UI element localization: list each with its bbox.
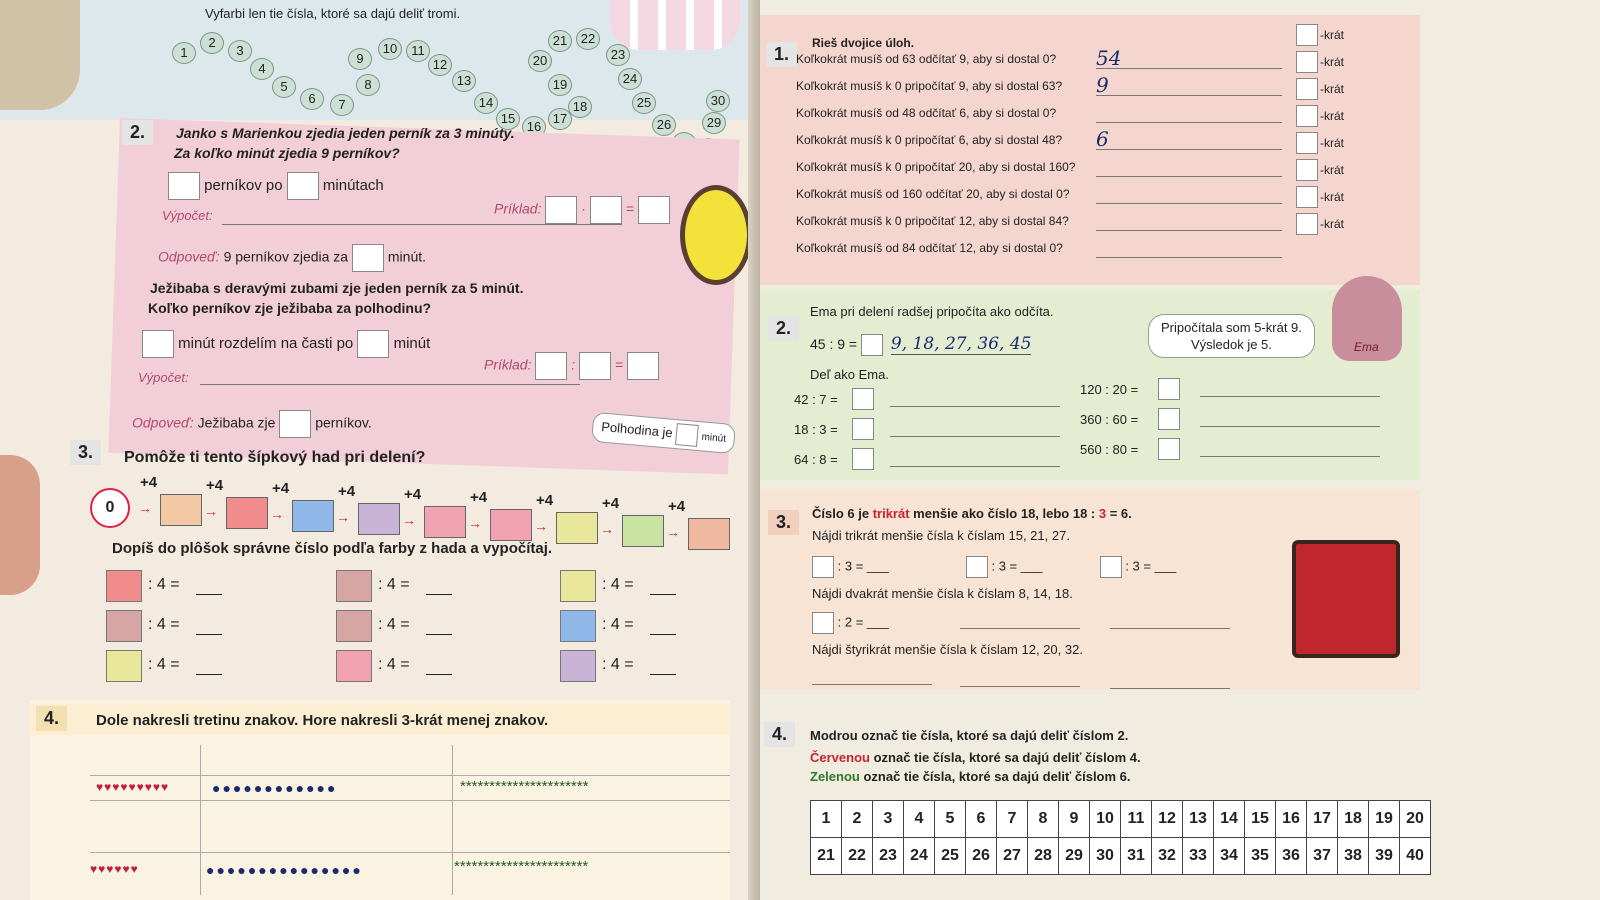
number-path-item[interactable]: 1 bbox=[172, 42, 196, 64]
ex3r-title: Číslo 6 je trikrát menšie ako číslo 18, lebo 18 : 3 = 6. bbox=[812, 506, 1132, 521]
ema-bubble bbox=[1148, 314, 1315, 358]
ex2-odpoved2 bbox=[132, 410, 372, 438]
krat-label: -krát bbox=[1320, 217, 1344, 231]
odpoved-end: minút. bbox=[387, 248, 427, 265]
answer-box[interactable] bbox=[861, 334, 883, 356]
arrow-icon: → bbox=[138, 500, 152, 516]
ex1-question: Koľkokrát musíš k 0 pripočítať 6, aby si dostal 48? bbox=[796, 133, 1063, 147]
number-path-item[interactable]: 8 bbox=[356, 74, 380, 96]
grid-cell[interactable]: 2 bbox=[842, 801, 873, 838]
answer-line[interactable] bbox=[650, 634, 676, 635]
equation-right: 560 : 80 = bbox=[1080, 442, 1139, 457]
number-path-item[interactable]: 30 bbox=[706, 90, 730, 112]
answer-line[interactable] bbox=[1096, 257, 1282, 258]
odpoved-label: Odpoveď: bbox=[158, 248, 220, 265]
bubble-line2: Výsledok je 5. bbox=[1190, 337, 1272, 352]
color-square[interactable] bbox=[106, 610, 142, 642]
ex3r-line2: Nájdi dvakrát menšie čísla k číslam 8, 14, 18. bbox=[812, 586, 1073, 601]
color-square[interactable] bbox=[336, 650, 372, 682]
grid-cell[interactable]: 8 bbox=[1028, 801, 1059, 838]
answer-box[interactable] bbox=[1296, 186, 1318, 208]
hint-end: minút bbox=[701, 431, 727, 445]
vypocet-label: Výpočet: bbox=[162, 208, 213, 223]
answer-box[interactable] bbox=[812, 612, 834, 634]
division-text: : 4 = bbox=[378, 616, 410, 633]
answer-box[interactable] bbox=[168, 172, 200, 200]
answer-line[interactable] bbox=[650, 594, 676, 595]
step-label: +4 bbox=[668, 498, 686, 515]
answer-box[interactable] bbox=[638, 196, 670, 224]
division-text: : 4 = bbox=[378, 576, 410, 593]
first-answer: 9, 18, 27, 36, 45 bbox=[890, 334, 1032, 354]
ex1-answer: 6 bbox=[1096, 127, 1109, 151]
start-circle: 0 bbox=[90, 488, 130, 528]
top-instruction: Vyfarbi len tie čísla, ktoré sa dajú deliť tromi. bbox=[205, 6, 461, 21]
answer-line[interactable] bbox=[1110, 628, 1230, 629]
exercise-4-number: 4. bbox=[36, 706, 67, 731]
equation-left: 64 : 8 = bbox=[794, 452, 838, 467]
ex4-row1-dots: ●●●●●●●●●●●● bbox=[212, 780, 338, 796]
arrow-icon: → bbox=[468, 515, 482, 531]
krat-label: -krát bbox=[1320, 82, 1344, 96]
answer-box[interactable] bbox=[352, 244, 384, 272]
answer-line[interactable] bbox=[196, 674, 222, 675]
number-path-item[interactable]: 5 bbox=[272, 76, 296, 98]
answer-box[interactable] bbox=[287, 172, 319, 200]
right-page bbox=[760, 0, 1600, 900]
krat-label: -krát bbox=[1320, 28, 1344, 42]
ex2-priklad-a bbox=[494, 196, 670, 224]
division-text: : 4 = bbox=[602, 576, 634, 593]
odpoved-text: 9 perníkov zjedia za bbox=[223, 248, 349, 265]
exercise-2-number: 2. bbox=[122, 120, 153, 145]
grid-cell[interactable]: 5 bbox=[935, 801, 966, 838]
answer-line[interactable] bbox=[1200, 456, 1380, 457]
exercise-1-number: 1. bbox=[766, 42, 797, 67]
ex1-question: Koľkokrát musíš od 63 odčítať 9, aby si dostal 0? bbox=[796, 52, 1057, 66]
ex2-row-a2: minútach bbox=[322, 176, 384, 194]
odpoved2-end: perníkov. bbox=[315, 414, 372, 431]
ex4r-line2: Červenou označ tie čísla, ktoré sa dajú deliť číslom 4. bbox=[810, 750, 1141, 765]
step-label: +4 bbox=[404, 486, 422, 503]
grid-cell[interactable]: 12 bbox=[1152, 801, 1183, 838]
ex4-row1-stars: ********************** bbox=[460, 778, 589, 795]
grid-cell[interactable]: 40 bbox=[1400, 838, 1431, 875]
number-path-item[interactable]: 11 bbox=[406, 40, 430, 62]
number-path-item[interactable]: 21 bbox=[548, 30, 572, 52]
answer-line[interactable] bbox=[890, 406, 1060, 407]
snake-square bbox=[424, 506, 466, 538]
grid-cell[interactable]: 6 bbox=[966, 801, 997, 838]
ex4-divider bbox=[90, 800, 730, 801]
color-square[interactable] bbox=[560, 650, 596, 682]
grid-cell[interactable]: 14 bbox=[1214, 801, 1245, 838]
answer-line[interactable] bbox=[1096, 95, 1282, 96]
grid-cell[interactable]: 24 bbox=[904, 838, 935, 875]
ex2-row-b bbox=[142, 330, 430, 358]
answer-box[interactable] bbox=[852, 418, 874, 440]
step-label: +4 bbox=[602, 495, 620, 512]
grid-cell[interactable]: 36 bbox=[1276, 838, 1307, 875]
grid-cell[interactable]: 32 bbox=[1152, 838, 1183, 875]
grid-cell[interactable]: 29 bbox=[1059, 838, 1090, 875]
answer-line[interactable] bbox=[812, 684, 932, 685]
krat-label: -krát bbox=[1320, 109, 1344, 123]
priklad-label: Príklad: bbox=[484, 356, 532, 373]
answer-box[interactable] bbox=[1296, 51, 1318, 73]
color-square[interactable] bbox=[336, 570, 372, 602]
answer-line[interactable] bbox=[1096, 149, 1282, 150]
ex1-question: Koľkokrát musíš od 84 odčítať 12, aby si dostal 0? bbox=[796, 241, 1063, 255]
ex4-row2-hearts: ♥♥♥♥♥♥ bbox=[90, 862, 139, 876]
snake-square bbox=[292, 500, 334, 532]
finger bbox=[0, 455, 40, 595]
color-square[interactable] bbox=[106, 570, 142, 602]
ex1-title: Rieš dvojice úloh. bbox=[812, 36, 915, 50]
answer-box[interactable] bbox=[1158, 438, 1180, 460]
number-path-item[interactable]: 9 bbox=[348, 48, 372, 70]
step-label: +4 bbox=[470, 489, 488, 506]
odpoved2-text: Ježibaba zje bbox=[197, 414, 276, 431]
ex2r-first bbox=[810, 334, 1031, 356]
number-path-item[interactable]: 29 bbox=[702, 112, 726, 134]
number-path-item[interactable]: 13 bbox=[452, 70, 476, 92]
snake-square bbox=[490, 509, 532, 541]
answer-box[interactable] bbox=[535, 352, 567, 380]
eq-sign: = bbox=[625, 200, 634, 217]
ex2-row-a bbox=[168, 172, 384, 200]
ema-label: Ema bbox=[1354, 340, 1379, 354]
arrow-icon: → bbox=[666, 524, 680, 540]
division-text: : 4 = bbox=[378, 656, 410, 673]
answer-box[interactable] bbox=[279, 410, 311, 438]
vypocet-label: Výpočet: bbox=[138, 370, 189, 385]
odpoved-label: Odpoveď: bbox=[132, 414, 194, 431]
number-path-item[interactable]: 12 bbox=[428, 54, 452, 76]
ex4-row2-blank[interactable] bbox=[90, 830, 730, 853]
grid-cell[interactable]: 10 bbox=[1090, 801, 1121, 838]
answer-box[interactable] bbox=[812, 556, 834, 578]
grid-cell[interactable]: 27 bbox=[997, 838, 1028, 875]
color-square[interactable] bbox=[560, 570, 596, 602]
answer-box[interactable] bbox=[852, 388, 874, 410]
arrow-icon: → bbox=[336, 509, 350, 525]
grid-cell[interactable]: 13 bbox=[1183, 801, 1214, 838]
grid-cell[interactable]: 21 bbox=[811, 838, 842, 875]
arrow-icon: → bbox=[600, 521, 614, 537]
dot-sign: · bbox=[581, 200, 586, 217]
equation-right: 360 : 60 = bbox=[1080, 412, 1139, 427]
ex1-answer: 9 bbox=[1096, 73, 1109, 97]
answer-line[interactable] bbox=[1096, 176, 1282, 177]
step-label: +4 bbox=[536, 492, 554, 509]
vypocet-line[interactable] bbox=[200, 384, 580, 385]
exercise-2-number: 2. bbox=[768, 316, 799, 341]
color-square[interactable] bbox=[336, 610, 372, 642]
number-path-item[interactable]: 4 bbox=[250, 58, 274, 80]
grid-cell[interactable]: 26 bbox=[966, 838, 997, 875]
answer-line[interactable] bbox=[1096, 203, 1282, 204]
answer-line[interactable] bbox=[196, 594, 222, 595]
step-label: +4 bbox=[140, 474, 158, 491]
ex2-row-b1: minút rozdelím na časti po bbox=[178, 334, 354, 352]
number-path-item[interactable]: 24 bbox=[618, 68, 642, 90]
answer-box[interactable] bbox=[1100, 556, 1122, 578]
girl-illustration bbox=[0, 0, 80, 110]
answer-line[interactable] bbox=[426, 594, 452, 595]
number-path-item[interactable]: 23 bbox=[606, 44, 630, 66]
number-path-item[interactable]: 3 bbox=[228, 40, 252, 62]
answer-line[interactable] bbox=[1200, 396, 1380, 397]
answer-box[interactable] bbox=[1296, 24, 1318, 46]
ex4-col-line bbox=[200, 745, 201, 895]
grid-cell[interactable]: 3 bbox=[873, 801, 904, 838]
ex4r-line1: Modrou označ tie čísla, ktoré sa dajú deliť číslom 2. bbox=[810, 728, 1129, 743]
answer-line[interactable] bbox=[1096, 230, 1282, 231]
grid-cell[interactable]: 11 bbox=[1121, 801, 1152, 838]
vypocet-line[interactable] bbox=[222, 224, 622, 225]
bubble-line1: Pripočítala som 5-krát 9. bbox=[1161, 320, 1302, 335]
answer-box[interactable] bbox=[357, 330, 389, 358]
division-text: : 4 = bbox=[148, 576, 180, 593]
grid-cell[interactable]: 31 bbox=[1121, 838, 1152, 875]
ex1-question: Koľkokrát musíš k 0 pripočítať 20, aby si dostal 160? bbox=[796, 160, 1076, 174]
exercise-3-number: 3. bbox=[70, 440, 101, 465]
krat-label: -krát bbox=[1320, 55, 1344, 69]
ex4-row1-blank[interactable] bbox=[90, 745, 730, 776]
answer-box[interactable] bbox=[966, 556, 988, 578]
color-square[interactable] bbox=[106, 650, 142, 682]
answer-line[interactable] bbox=[1096, 122, 1282, 123]
ex3r-line3: Nájdi štyrikrát menšie čísla k číslam 12, 20, 32. bbox=[812, 642, 1083, 657]
number-path-item[interactable]: 7 bbox=[330, 94, 354, 116]
ex4-col-line bbox=[452, 745, 453, 895]
krat-label: -krát bbox=[1320, 136, 1344, 150]
grid-cell[interactable]: 9 bbox=[1059, 801, 1090, 838]
number-path-item[interactable]: 6 bbox=[300, 88, 324, 110]
answer-box[interactable] bbox=[1296, 78, 1318, 100]
number-path-item[interactable]: 14 bbox=[474, 92, 498, 114]
robot-machine-illustration bbox=[1292, 540, 1400, 658]
division-text: : 4 = bbox=[148, 616, 180, 633]
eq-sign: = bbox=[614, 356, 624, 373]
snake-square bbox=[226, 497, 268, 529]
snake-square bbox=[622, 515, 664, 547]
ex3r-line1: Nájdi trikrát menšie čísla k číslam 15, 21, 27. bbox=[812, 528, 1070, 543]
number-path-item[interactable]: 17 bbox=[548, 108, 572, 130]
answer-line[interactable] bbox=[1096, 68, 1282, 69]
answer-line[interactable] bbox=[426, 674, 452, 675]
first-eq: 45 : 9 = bbox=[810, 336, 858, 352]
equation-right: 120 : 20 = bbox=[1080, 382, 1139, 397]
grid-cell[interactable]: 4 bbox=[904, 801, 935, 838]
grid-cell[interactable]: 37 bbox=[1307, 838, 1338, 875]
hint-text: Polhodina je bbox=[600, 419, 674, 441]
grid-cell[interactable]: 38 bbox=[1338, 838, 1369, 875]
ex1-question: Koľkokrát musíš od 160 odčítať 20, aby si dostal 0? bbox=[796, 187, 1070, 201]
number-path-item[interactable]: 15 bbox=[496, 108, 520, 130]
answer-box[interactable] bbox=[1158, 378, 1180, 400]
left-page bbox=[0, 0, 780, 900]
arrow-icon: → bbox=[402, 512, 416, 528]
krat-label: -krát bbox=[1320, 190, 1344, 204]
grid-cell[interactable]: 15 bbox=[1245, 801, 1276, 838]
answer-line[interactable] bbox=[650, 674, 676, 675]
number-path-item[interactable]: 18 bbox=[568, 96, 592, 118]
grid-cell[interactable]: 35 bbox=[1245, 838, 1276, 875]
answer-line[interactable] bbox=[1200, 426, 1380, 427]
step-label: +4 bbox=[272, 480, 290, 497]
number-path-item[interactable]: 26 bbox=[652, 114, 676, 136]
ex2-row-a1: perníkov po bbox=[204, 176, 283, 194]
ex3r-div3-row: : 3 = ___ : 3 = ___ : 3 = ___ bbox=[812, 556, 1176, 578]
grid-row bbox=[811, 801, 1431, 838]
answer-box[interactable] bbox=[852, 448, 874, 470]
ex4-row2-dots: ●●●●●●●●●●●●●●● bbox=[206, 862, 363, 878]
answer-line[interactable] bbox=[196, 634, 222, 635]
answer-line[interactable] bbox=[426, 634, 452, 635]
grid-row bbox=[811, 838, 1431, 875]
division-text: : 4 = bbox=[148, 656, 180, 673]
answer-line[interactable] bbox=[890, 466, 1060, 467]
answer-line[interactable] bbox=[1110, 688, 1230, 689]
grid-cell[interactable]: 20 bbox=[1400, 801, 1431, 838]
ex1-question: Koľkokrát musíš od 48 odčítať 6, aby si dostal 0? bbox=[796, 106, 1057, 120]
answer-box[interactable] bbox=[1158, 408, 1180, 430]
step-label: +4 bbox=[338, 483, 356, 500]
ex1-answer: 54 bbox=[1096, 46, 1122, 70]
ex1-question: Koľkokrát musíš k 0 pripočítať 12, aby si dostal 84? bbox=[796, 214, 1069, 228]
ex4-row1-hearts: ♥♥♥♥♥♥♥♥♥ bbox=[96, 780, 170, 794]
answer-box[interactable] bbox=[1296, 213, 1318, 235]
ex4-title: Dole nakresli tretinu znakov. Hore nakresli 3-krát menej znakov. bbox=[96, 712, 549, 729]
clock-icon bbox=[680, 185, 752, 285]
ex1-question: Koľkokrát musíš k 0 pripočítať 9, aby si dostal 63? bbox=[796, 79, 1063, 93]
number-path-item[interactable]: 22 bbox=[576, 28, 600, 50]
candy-stripe bbox=[610, 0, 740, 50]
answer-box[interactable] bbox=[1296, 105, 1318, 127]
ex2-text4: Koľko perníkov zje ježibaba za polhodinu? bbox=[148, 300, 432, 316]
answer-box[interactable] bbox=[579, 352, 611, 380]
answer-line[interactable] bbox=[960, 628, 1080, 629]
answer-line[interactable] bbox=[890, 436, 1060, 437]
ex3r-div2-row: : 2 = ___ bbox=[812, 612, 889, 634]
answer-box[interactable] bbox=[1296, 132, 1318, 154]
ex4r-line3: Zelenou označ tie čísla, ktoré sa dajú deliť číslom 6. bbox=[810, 769, 1131, 784]
ex2-text2: Za koľko minút zjedia 9 perníkov? bbox=[174, 145, 400, 161]
grid-cell[interactable]: 1 bbox=[811, 801, 842, 838]
grid-cell[interactable]: 7 bbox=[997, 801, 1028, 838]
exercise-4-number: 4. bbox=[764, 722, 795, 747]
ex3-title: Pomôže ti tento šípkový had pri delení? bbox=[124, 449, 426, 466]
answer-box[interactable] bbox=[627, 352, 659, 380]
division-text: : 4 = bbox=[602, 616, 634, 633]
grid-cell[interactable]: 22 bbox=[842, 838, 873, 875]
grid-cell[interactable]: 28 bbox=[1028, 838, 1059, 875]
answer-box[interactable] bbox=[590, 196, 622, 224]
priklad-label: Príklad: bbox=[494, 200, 542, 217]
equation-left: 18 : 3 = bbox=[794, 422, 838, 437]
exercise-3-number: 3. bbox=[768, 510, 799, 535]
ex2-text3: Ježibaba s deravými zubami zje jeden perník za 5 minút. bbox=[150, 280, 524, 296]
grid-cell[interactable]: 23 bbox=[873, 838, 904, 875]
number-path-item[interactable]: 10 bbox=[378, 38, 402, 60]
grid-cell[interactable]: 33 bbox=[1183, 838, 1214, 875]
snake-square bbox=[358, 503, 400, 535]
krat-label: -krát bbox=[1320, 163, 1344, 177]
arrow-icon: → bbox=[204, 503, 218, 519]
ex2r-title: Ema pri delení radšej pripočíta ako odčíta. bbox=[810, 304, 1054, 319]
ex3-instruction: Dopíš do plôšok správne číslo podľa farby z hada a vypočítaj. bbox=[112, 540, 553, 557]
grid-cell[interactable]: 17 bbox=[1307, 801, 1338, 838]
grid-cell[interactable]: 16 bbox=[1276, 801, 1307, 838]
arrow-icon: → bbox=[270, 506, 284, 522]
step-label: +4 bbox=[206, 477, 224, 494]
answer-line[interactable] bbox=[960, 686, 1080, 687]
grid-cell[interactable]: 39 bbox=[1369, 838, 1400, 875]
grid-cell[interactable]: 25 bbox=[935, 838, 966, 875]
number-path-item[interactable]: 25 bbox=[632, 92, 656, 114]
color-square[interactable] bbox=[560, 610, 596, 642]
grid-cell[interactable]: 30 bbox=[1090, 838, 1121, 875]
snake-square bbox=[688, 518, 730, 550]
equation-left: 42 : 7 = bbox=[794, 392, 838, 407]
answer-box[interactable] bbox=[675, 423, 699, 447]
ex2-text1: Janko s Marienkou zjedia jeden perník za 3 minúty. bbox=[176, 125, 515, 141]
division-text: : 4 = bbox=[602, 656, 634, 673]
number-path-item[interactable]: 2 bbox=[200, 32, 224, 54]
number-path-item[interactable]: 20 bbox=[528, 50, 552, 72]
snake-square bbox=[556, 512, 598, 544]
ex2-row-b2: minút bbox=[393, 334, 431, 352]
snake-square bbox=[160, 494, 202, 526]
ex2r-instruction: Deľ ako Ema. bbox=[810, 367, 889, 382]
colon-sign: : bbox=[571, 356, 576, 373]
grid-cell[interactable]: 18 bbox=[1338, 801, 1369, 838]
ex2-odpoved bbox=[158, 244, 426, 272]
grid-cell[interactable]: 19 bbox=[1369, 801, 1400, 838]
number-grid bbox=[810, 800, 1431, 875]
number-path-item[interactable]: 16 bbox=[522, 116, 546, 138]
answer-box[interactable] bbox=[545, 196, 577, 224]
answer-box[interactable] bbox=[142, 330, 174, 358]
answer-box[interactable] bbox=[1296, 159, 1318, 181]
arrow-icon: → bbox=[534, 518, 548, 534]
ex2-priklad-b bbox=[484, 352, 659, 380]
number-path-item[interactable]: 19 bbox=[548, 74, 572, 96]
grid-cell[interactable]: 34 bbox=[1214, 838, 1245, 875]
ex4-row2-stars: *********************** bbox=[454, 858, 589, 875]
